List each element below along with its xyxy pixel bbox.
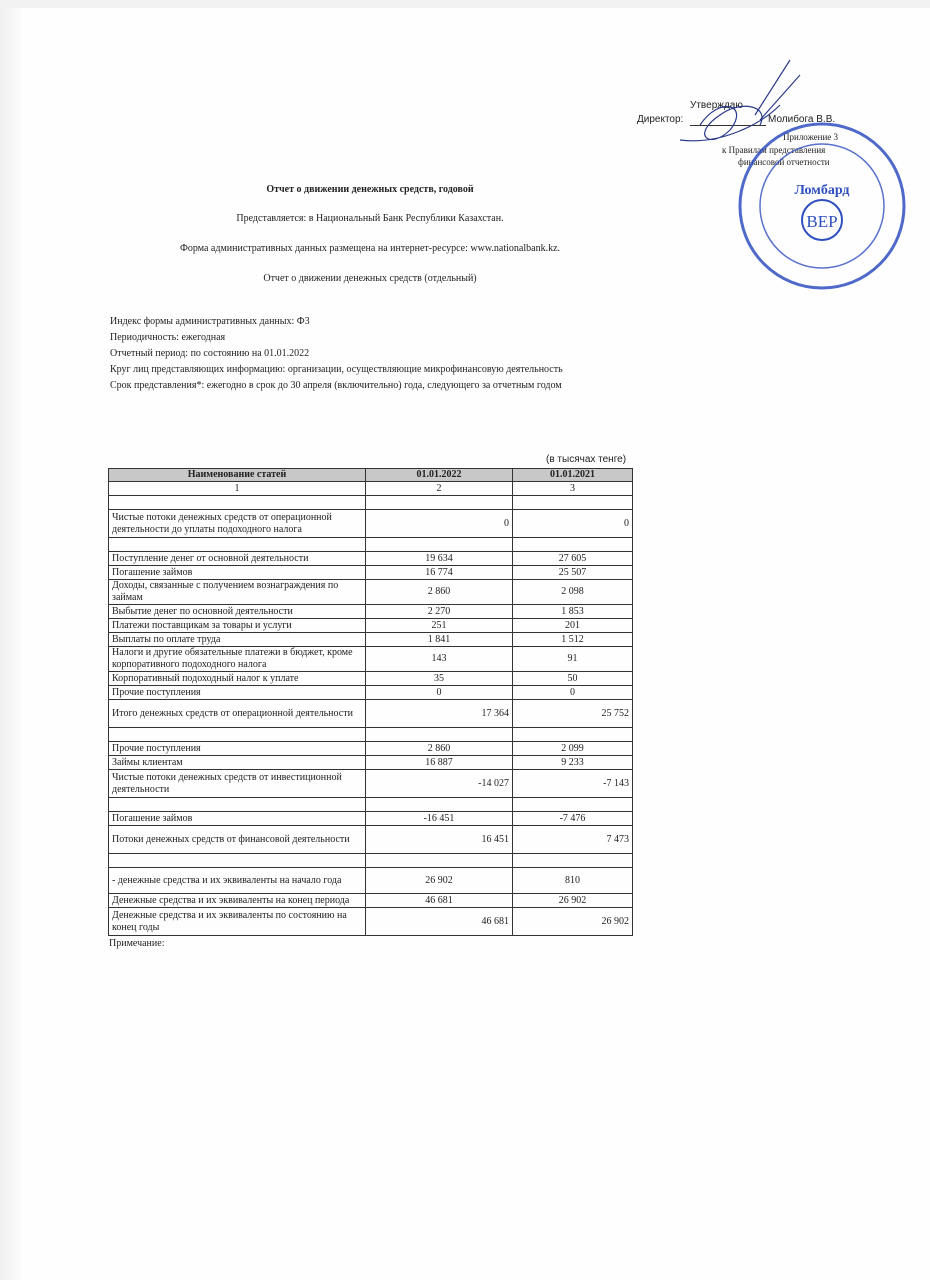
value-2021-cell: -7 476 — [513, 812, 633, 826]
table-row — [109, 868, 633, 894]
table-row — [109, 580, 633, 605]
table-row — [109, 633, 633, 647]
meta-form-index: Индекс формы административных данных: Ф3 — [110, 316, 310, 327]
value-2022-cell: 0 — [366, 510, 513, 538]
empty-cell — [366, 538, 513, 552]
value-2021-cell: 2 098 — [513, 580, 633, 605]
value-2022-cell: 35 — [366, 672, 513, 686]
report-title: Отчет о движении денежных средств, годовой — [266, 184, 474, 195]
company-stamp-icon — [735, 120, 910, 292]
empty-cell — [366, 496, 513, 510]
item-name-cell: Поступление денег от основной деятельности — [109, 552, 366, 566]
col-number-3: 3 — [513, 482, 633, 496]
table-spacer-row — [109, 538, 633, 552]
svg-text:ВЕР: ВЕР — [806, 212, 838, 231]
item-name-text: Налоги и другие обязательные платежи в бюджет, кроме корпоративного подоходного налога — [112, 647, 353, 670]
item-name-cell: Займы клиентам — [109, 756, 366, 770]
table-spacer-row — [109, 854, 633, 868]
value-2021-cell: 1 512 — [513, 633, 633, 647]
value-2021-cell: 25 752 — [513, 700, 633, 728]
value-2021-cell: 810 — [513, 868, 633, 894]
item-name-cell: Выбытие денег по основной деятельности — [109, 605, 366, 619]
value-2022-cell: 46 681 — [366, 894, 513, 908]
item-name-cell: Корпоративный подоходный налог к уплате — [109, 672, 366, 686]
table-row — [109, 894, 633, 908]
col-number-2: 2 — [366, 482, 513, 496]
value-2021-cell: 0 — [513, 686, 633, 700]
item-name-cell — [109, 580, 366, 605]
table-row — [109, 647, 633, 672]
value-2022-cell: 16 774 — [366, 566, 513, 580]
value-2022-cell: 2 860 — [366, 742, 513, 756]
value-2022-cell: 2 270 — [366, 605, 513, 619]
table-row — [109, 672, 633, 686]
table-spacer-row — [109, 798, 633, 812]
table-spacer-row — [109, 496, 633, 510]
value-2021-cell: 7 473 — [513, 826, 633, 854]
empty-cell — [513, 798, 633, 812]
appendix-line-1: Приложение 3 — [783, 132, 839, 142]
item-name-cell: Потоки денежных средств от финансовой деятельности — [109, 826, 366, 854]
meta-deadline: Срок представления*: ежегодно в срок до 30 апреля (включительно) года, следующего за отчетным годом — [110, 380, 562, 391]
empty-cell — [366, 728, 513, 742]
value-2022-cell: 251 — [366, 619, 513, 633]
meta-reporting-period: Отчетный период: по состоянию на 01.01.2022 — [110, 348, 310, 359]
form-location: Форма административных данных размещена на интернет-ресурсе: www.nationalbank.kz. — [179, 243, 561, 254]
value-2021-cell: 26 902 — [513, 908, 633, 936]
note-label: Примечание: — [109, 938, 165, 949]
header-2022: 01.01.2022 — [366, 469, 513, 482]
svg-text:Ломбард: Ломбард — [794, 183, 850, 198]
empty-cell — [366, 798, 513, 812]
item-name-cell — [109, 647, 366, 672]
value-2022-cell: 16 887 — [366, 756, 513, 770]
value-2022-cell: 1 841 — [366, 633, 513, 647]
value-2022-cell: 46 681 — [366, 908, 513, 936]
value-2021-cell: 27 605 — [513, 552, 633, 566]
value-2021-cell: -7 143 — [513, 770, 633, 798]
header-item-name: Наименование статей — [109, 469, 366, 482]
item-name-cell: Чистые потоки денежных средств от операционной деятельности до уплаты подоходного налога — [109, 510, 366, 538]
item-name-cell: Прочие поступления — [109, 742, 366, 756]
empty-cell — [109, 538, 366, 552]
item-name-cell: Выплаты по оплате труда — [109, 633, 366, 647]
value-2021-cell: 9 233 — [513, 756, 633, 770]
director-name: Молибога В.В. — [768, 114, 836, 125]
empty-cell — [366, 854, 513, 868]
value-2022-cell: 16 451 — [366, 826, 513, 854]
approve-label: Утверждаю — [690, 100, 743, 111]
item-name-cell: Итого денежных средств от операционной деятельности — [109, 700, 366, 728]
item-name-cell: - денежные средства и их эквиваленты на начало года — [109, 868, 366, 894]
table-row — [109, 686, 633, 700]
table-header-row — [109, 469, 633, 482]
table-row — [109, 908, 633, 936]
scan-edge-top — [0, 0, 930, 8]
empty-cell — [513, 496, 633, 510]
value-2022-cell: 143 — [366, 647, 513, 672]
director-label: Директор: — [637, 114, 684, 125]
empty-cell — [109, 798, 366, 812]
col-number-1: 1 — [109, 482, 366, 496]
table-spacer-row — [109, 728, 633, 742]
table-row — [109, 742, 633, 756]
units-label: (в тысячах тенге) — [546, 454, 627, 465]
value-2022-cell: 19 634 — [366, 552, 513, 566]
item-name-cell: Денежные средства и их эквиваленты по состоянию на конец годы — [109, 908, 366, 936]
header-2021: 01.01.2021 — [513, 469, 633, 482]
column-number-row — [109, 482, 633, 496]
meta-periodicity: Периодичность: ежегодная — [110, 332, 226, 343]
value-2022-cell: -14 027 — [366, 770, 513, 798]
submitted-to: Представляется: в Национальный Банк Республики Казахстан. — [236, 213, 504, 224]
empty-cell — [109, 728, 366, 742]
item-name-cell: Погашение займов — [109, 566, 366, 580]
table-row — [109, 826, 633, 854]
appendix-line-3: финансовой отчетности — [738, 157, 830, 167]
table-row — [109, 605, 633, 619]
item-name-cell: Чистые потоки денежных средств от инвестиционной деятельности — [109, 770, 366, 798]
value-2021-cell: 26 902 — [513, 894, 633, 908]
value-2022-cell: -16 451 — [366, 812, 513, 826]
table-row — [109, 756, 633, 770]
table-row — [109, 700, 633, 728]
item-name-cell: Погашение займов — [109, 812, 366, 826]
item-name-cell: Прочие поступления — [109, 686, 366, 700]
meta-respondents: Круг лиц представляющих информацию: организации, осуществляющие микрофинансовую деятельность — [110, 364, 563, 375]
item-name-cell: Платежи поставщикам за товары и услуги — [109, 619, 366, 633]
table-row — [109, 619, 633, 633]
value-2021-cell: 25 507 — [513, 566, 633, 580]
empty-cell — [513, 538, 633, 552]
value-2021-cell: 0 — [513, 510, 633, 538]
table-row — [109, 566, 633, 580]
table-row — [109, 552, 633, 566]
appendix-line-2: к Правилам представления — [722, 145, 826, 155]
empty-cell — [513, 854, 633, 868]
table-row — [109, 812, 633, 826]
value-2022-cell: 26 902 — [366, 868, 513, 894]
value-2022-cell: 0 — [366, 686, 513, 700]
value-2021-cell: 50 — [513, 672, 633, 686]
value-2021-cell: 201 — [513, 619, 633, 633]
cash-flow-table — [108, 468, 633, 936]
value-2021-cell: 91 — [513, 647, 633, 672]
empty-cell — [109, 496, 366, 510]
table-row — [109, 770, 633, 798]
table-row — [109, 510, 633, 538]
empty-cell — [513, 728, 633, 742]
value-2021-cell: 2 099 — [513, 742, 633, 756]
value-2022-cell: 2 860 — [366, 580, 513, 605]
value-2021-cell: 1 853 — [513, 605, 633, 619]
value-2022-cell: 17 364 — [366, 700, 513, 728]
item-name-text: Доходы, связанные с получением вознаграждения по займам — [112, 580, 339, 603]
item-name-cell: Денежные средства и их эквиваленты на конец периода — [109, 894, 366, 908]
report-subtitle: Отчет о движении денежных средств (отдельный) — [263, 273, 477, 284]
empty-cell — [109, 854, 366, 868]
